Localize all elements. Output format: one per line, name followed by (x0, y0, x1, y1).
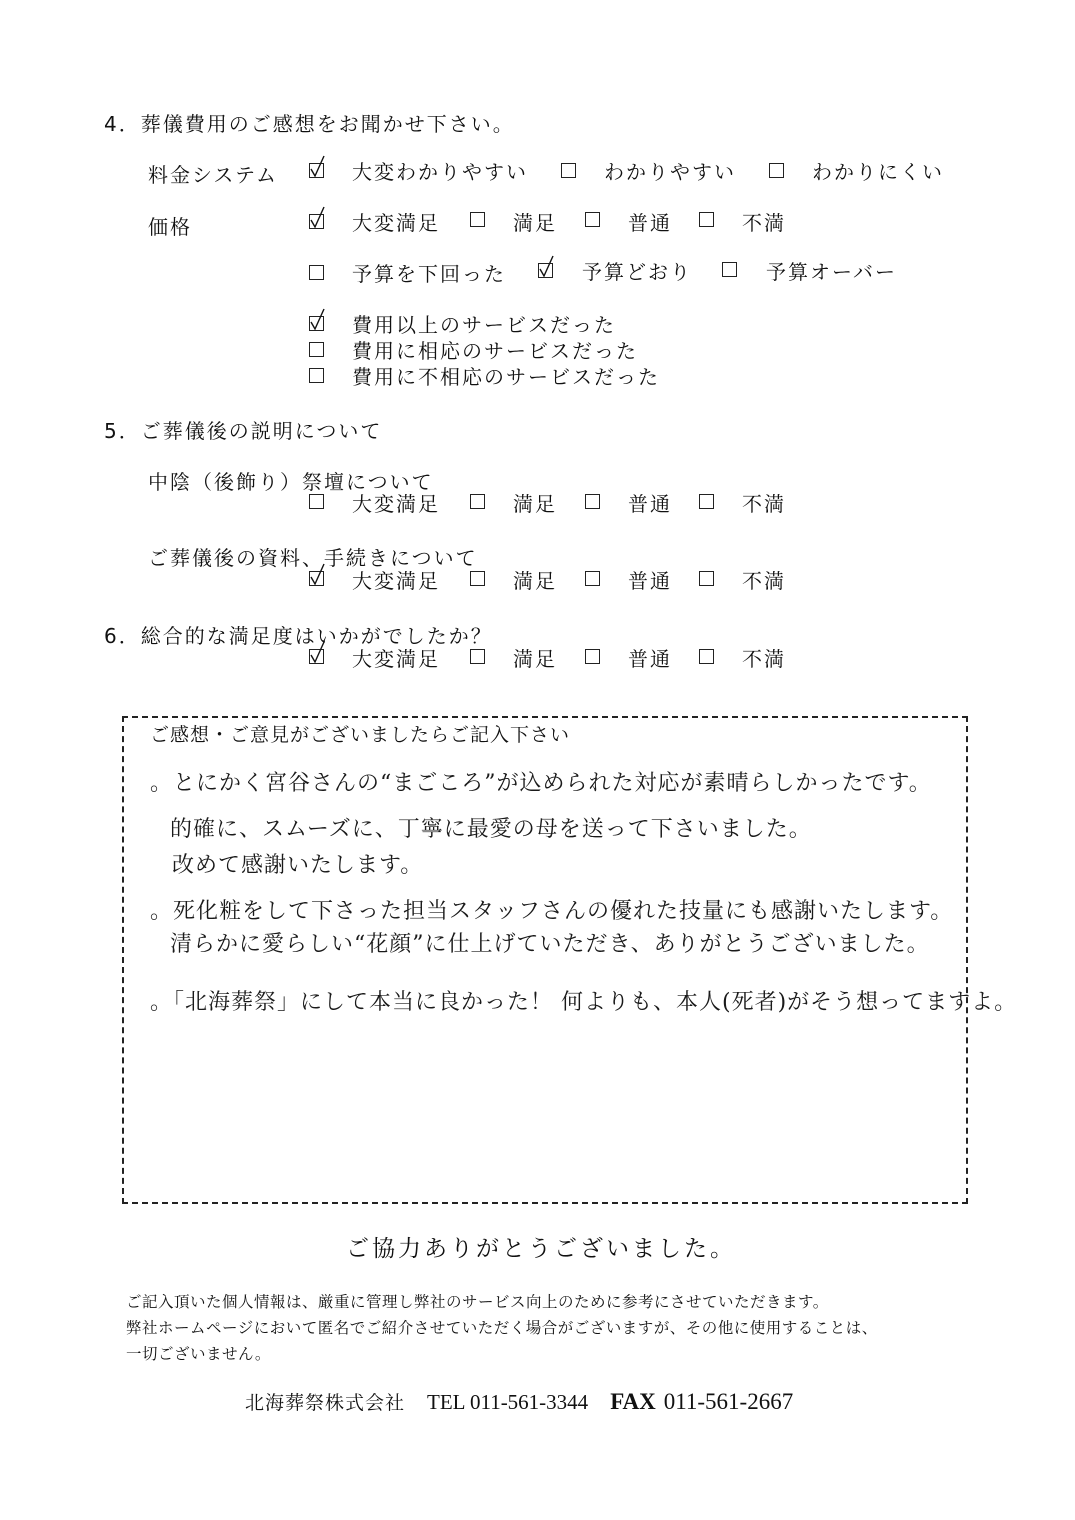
company-contact (245, 1388, 793, 1415)
thank-you-message: ご協力ありがとうございました。 (346, 1236, 736, 1262)
option-label: 大変満足 (352, 569, 440, 593)
option-label: 大変満足 (352, 492, 440, 516)
checkbox-documents-satisfied[interactable] (470, 571, 485, 586)
checkbox-documents-average[interactable] (585, 571, 600, 586)
pricing-system-label: 料金システム (148, 163, 278, 187)
comment-line: 清らかに愛らしい“花顔”に仕上げていただき、ありがとうございました。 (170, 932, 930, 957)
documents-label: ご葬儀後の資料、手続きについて (148, 546, 478, 570)
option-label: 満足 (513, 492, 557, 516)
option-label: 不満 (742, 569, 786, 593)
checkbox-altar-satisfied[interactable] (470, 494, 485, 509)
check-icon (309, 563, 325, 585)
checkbox-documents-dissatisfied[interactable] (699, 571, 714, 586)
option-label: 費用に不相応のサービスだった (352, 365, 660, 389)
checkbox-overall-satisfied[interactable] (470, 649, 485, 664)
option-label: 満足 (513, 647, 557, 671)
check-icon (538, 255, 554, 277)
fax-number: 011-561-2667 (663, 1389, 794, 1414)
checkbox-overall-very-satisfied[interactable] (309, 649, 324, 664)
privacy-notice-line: ご記入頂いた個人情報は、厳重に管理し弊社のサービス向上のために参考にさせていただきます。 (126, 1293, 829, 1311)
fax-label: FAX (610, 1389, 656, 1414)
checkbox-budget-on[interactable] (538, 263, 553, 278)
checkbox-price-satisfied[interactable] (470, 212, 485, 227)
checkbox-value-above[interactable] (309, 316, 324, 331)
question-4-title: 4．葬儀費用のご感想をお聞かせ下さい。 (104, 112, 515, 136)
company-name: 北海葬祭株式会社 (245, 1392, 406, 1414)
option-label: 普通 (628, 492, 672, 516)
option-label: 費用以上のサービスだった (352, 313, 616, 337)
checkbox-altar-very-satisfied[interactable] (309, 494, 324, 509)
checkbox-overall-average[interactable] (585, 649, 600, 664)
comment-line: 。死化粧をして下さった担当スタッフさんの優れた技量にも感謝いたします。 (150, 899, 954, 924)
option-label: わかりやすい (604, 160, 736, 184)
checkbox-altar-average[interactable] (585, 494, 600, 509)
check-icon (309, 308, 325, 330)
option-label: 普通 (628, 569, 672, 593)
option-label: 満足 (513, 569, 557, 593)
option-label: 大変満足 (352, 211, 440, 235)
checkbox-documents-very-satisfied[interactable] (309, 571, 324, 586)
checkbox-pricing-very-clear[interactable] (309, 163, 324, 178)
comment-line: 的確に、スムーズに、丁寧に最愛の母を送って下さいました。 (170, 817, 812, 842)
comment-line: 改めて感謝いたします。 (172, 853, 424, 878)
checkbox-pricing-unclear[interactable] (769, 163, 784, 178)
tel-number: TEL 011-561-3344 (427, 1390, 589, 1414)
option-label: 費用に相応のサービスだった (352, 339, 638, 363)
checkbox-price-very-satisfied[interactable] (309, 214, 324, 229)
checkbox-budget-under[interactable] (309, 265, 324, 280)
option-label: わかりにくい (812, 160, 944, 184)
option-label: 普通 (628, 647, 672, 671)
option-label: 予算どおり (582, 260, 692, 284)
checkbox-budget-over[interactable] (722, 262, 737, 277)
privacy-notice-line: 一切ございません。 (126, 1345, 271, 1363)
checkbox-altar-dissatisfied[interactable] (699, 494, 714, 509)
option-label: 不満 (742, 211, 786, 235)
comment-line: 。とにかく宮谷さんの“まごころ”が込められた対応が素晴らしかったです。 (150, 771, 932, 796)
checkbox-price-average[interactable] (585, 212, 600, 227)
option-label: 予算を下回った (352, 262, 506, 286)
option-label: 予算オーバー (766, 260, 897, 284)
comment-line: 。「北海葬祭」にして本当に良かった！ 何よりも、本人(死者)がそう想ってますよ。 (150, 990, 1018, 1015)
option-label: 大変わかりやすい (352, 160, 528, 184)
checkbox-price-dissatisfied[interactable] (699, 212, 714, 227)
price-label: 価格 (148, 215, 192, 239)
comment-box-header: ご感想・ご意見がございましたらご記入下さい (150, 724, 571, 746)
option-label: 大変満足 (352, 647, 440, 671)
question-5-title: 5．ご葬儀後の説明について (104, 419, 383, 443)
check-icon (309, 206, 325, 228)
question-6-title: 6．総合的な満足度はいかがでしたか？ (104, 624, 493, 648)
check-icon (309, 641, 325, 663)
option-label: 不満 (742, 492, 786, 516)
option-label: 普通 (628, 211, 672, 235)
altar-label: 中陰（後飾り）祭壇について (148, 470, 434, 494)
checkbox-value-below[interactable] (309, 368, 324, 383)
option-label: 満足 (513, 211, 557, 235)
checkbox-pricing-clear[interactable] (561, 163, 576, 178)
checkbox-overall-dissatisfied[interactable] (699, 649, 714, 664)
checkbox-value-matching[interactable] (309, 342, 324, 357)
option-label: 不満 (742, 647, 786, 671)
check-icon (309, 155, 325, 177)
privacy-notice-line: 弊社ホームページにおいて匿名でご紹介させていただく場合がございますが、その他に使用することは、 (126, 1319, 878, 1337)
